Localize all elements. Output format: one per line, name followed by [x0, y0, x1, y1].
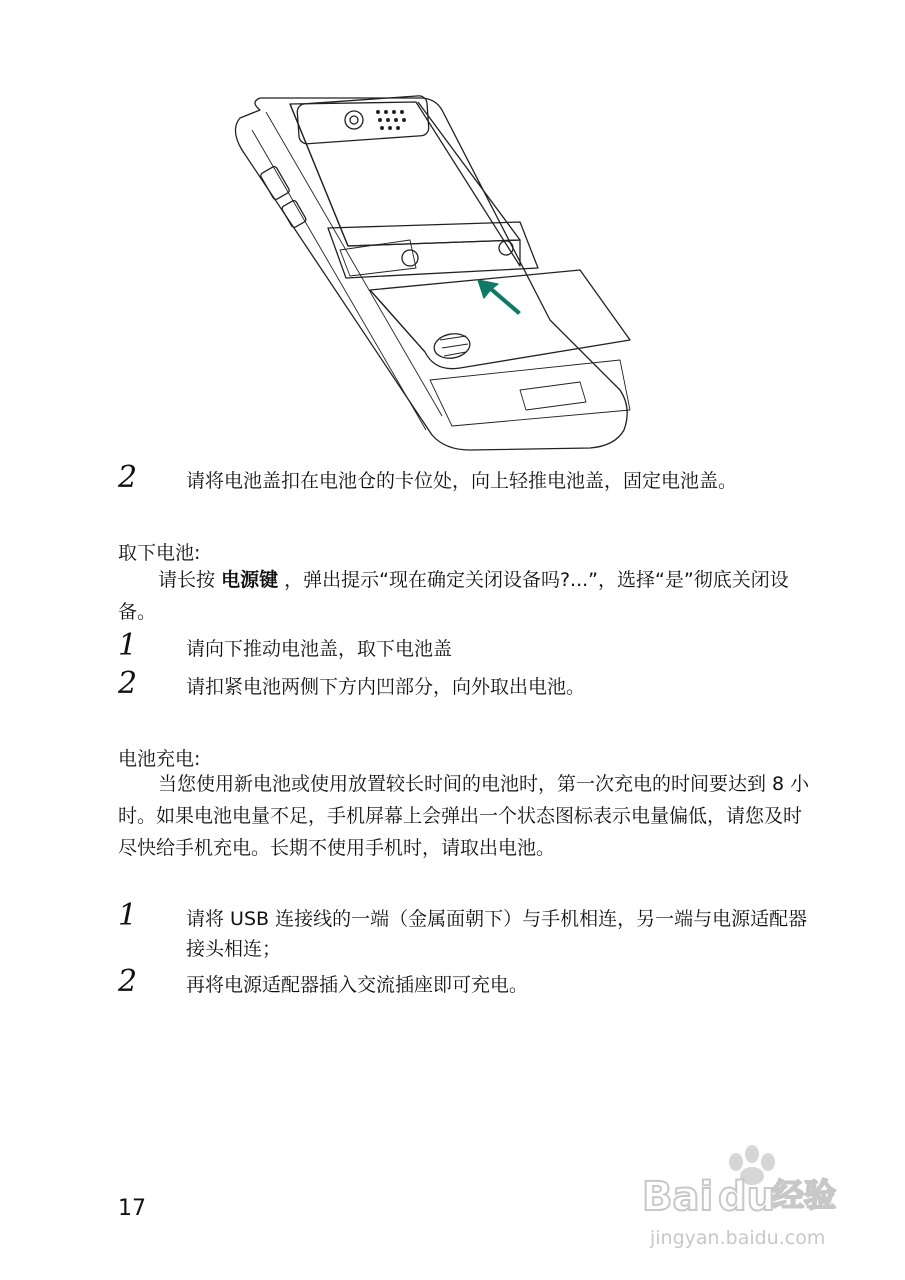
- step-number: 1: [118, 628, 138, 663]
- para-text-after: ，弹出提示“现在确定关闭设备吗?...”，选择“是”彻底关闭设备。: [118, 569, 789, 623]
- step-text: 请将电池盖扣在电池仓的卡位处，向上轻推电池盖，固定电池盖。: [186, 470, 738, 492]
- step-number: 1: [118, 898, 138, 933]
- charge-para-text: 当您使用新电池或使用放置较长时间的电池时，第一次充电的时间要达到 8 小时。如果电池电量不足，手机屏幕上会弹出一个状态图标表示电量偏低，请您及时尽快给手机充电。长期不使用手机时，请取出电池。: [118, 773, 810, 859]
- watermark-brand: Bai: [642, 1174, 714, 1220]
- step-text: 再将电源适配器插入交流插座即可充电。: [186, 974, 529, 996]
- step-number: 2: [118, 964, 138, 999]
- charge-battery-paragraph: [118, 768, 818, 864]
- para-text-before: 请长按: [158, 569, 216, 591]
- step-text: 请扣紧电池两侧下方内凹部分，向外取出电池。: [186, 676, 586, 698]
- remove-battery-paragraph: [118, 564, 818, 628]
- battery-insert-illustration: [220, 90, 640, 460]
- step-text: 请向下推动电池盖，取下电池盖: [186, 638, 453, 660]
- step-number: 2: [118, 460, 138, 495]
- step-number: 2: [118, 666, 138, 701]
- remove-battery-heading: 取下电池:: [118, 542, 201, 564]
- charge-battery-heading: 电池充电:: [118, 748, 201, 770]
- step-text: 请将 USB 连接线的一端（金属面朝下）与手机相连，另一端与电源适配器接头相连；: [186, 908, 808, 960]
- battery: [370, 270, 630, 369]
- insert-arrow: [478, 280, 520, 314]
- watermark-brand-du: du: [718, 1174, 776, 1220]
- baidu-watermark: [640, 1140, 870, 1260]
- page-number: 17: [118, 1196, 146, 1221]
- watermark-url: jingyan.baidu.com: [650, 1227, 826, 1249]
- watermark-product: 经验: [772, 1176, 837, 1214]
- power-key-label: 电源键: [221, 569, 279, 591]
